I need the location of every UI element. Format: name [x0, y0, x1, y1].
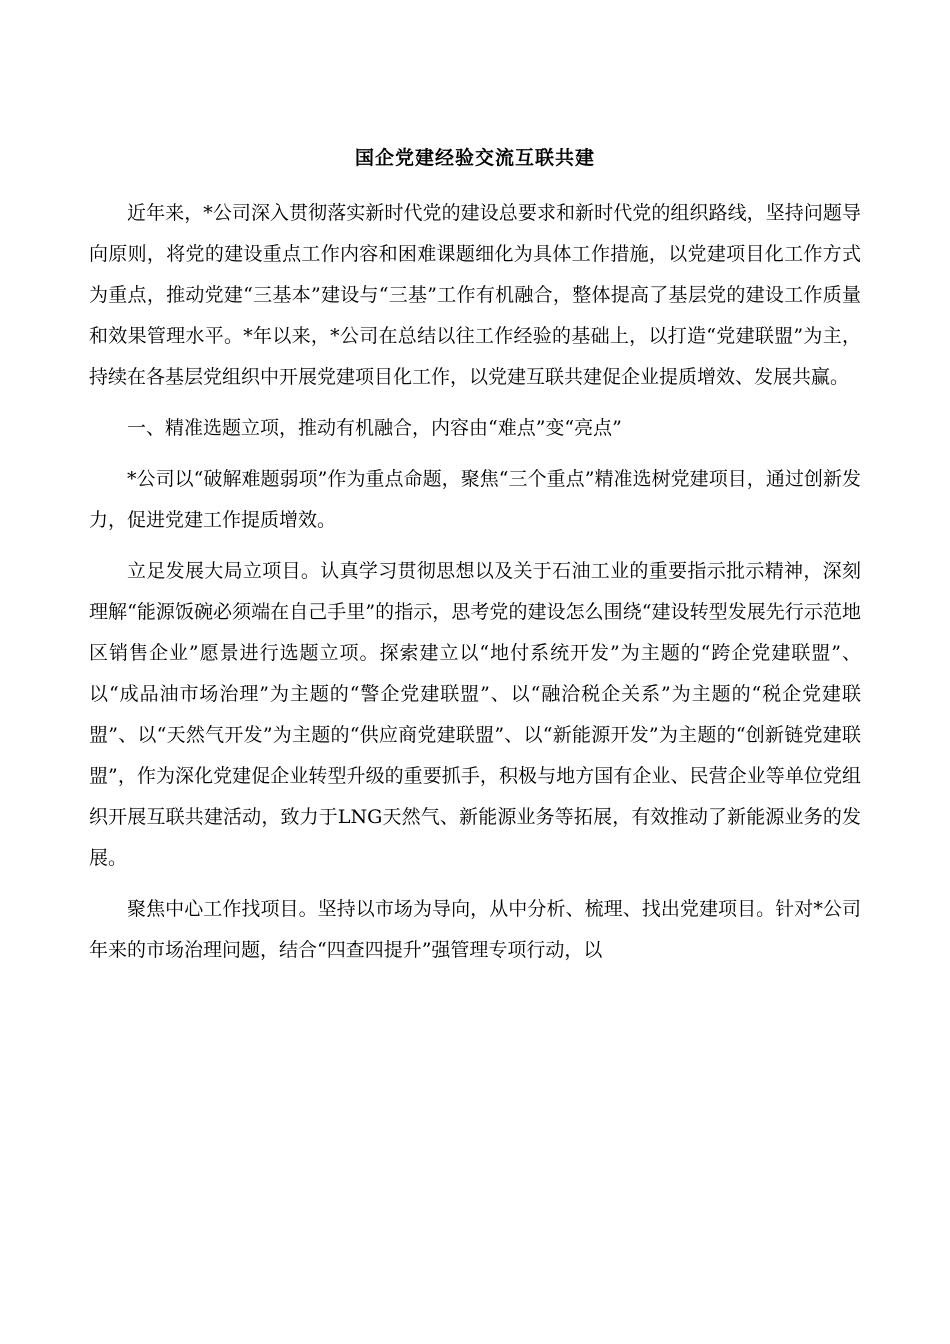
body-paragraph: 聚焦中心工作找项目。坚持以市场为导向，从中分析、梳理、找出党建项目。针对*公司年来的市场治理问题，结合“四查四提升”强管理专项行动，以 — [89, 898, 861, 961]
intro-paragraph: 近年来，*公司深入贯彻落实新时代党的建设总要求和新时代党的组织路线，坚持问题导向原则，将党的建设重点工作内容和困难课题细化为具体工作措施，以党建项目化工作方式为重点，推动党建“三基本”建设与“三基”工作有机融合，整体提高了基层党的建设工作质量和效果管理水平。*年以来，*公司在总结以往工作经验的基础上，以打造“党建联盟”为主，持续在各基层党组织中开展党建项目化工作，以党建互联共建促企业提质增效、发展共赢。 — [89, 202, 861, 388]
document-body — [89, 193, 861, 981]
body-paragraph: *公司以“破解难题弱项”作为重点命题，聚焦“三个重点”精准选树党建项目，通过创新发力，促进党建工作提质增效。 — [89, 468, 861, 531]
section-heading: 一、精准选题立项，推动有机融合，内容由“难点”变“亮点” — [127, 417, 622, 439]
document-title: 国企党建经验交流互联共建 — [354, 147, 595, 169]
body-paragraph: 立足发展大局立项目。认真学习贯彻思想以及关于石油工业的重要指示批示精神，深刻理解“能源饭碗必须端在自己手里”的指示，思考党的建设怎么围绕“建设转型发展先行示范地区销售企业”愿景进行选题立项。探索建立以“地付系统开发”为主题的“跨企党建联盟”、以“成品油市场治理”为主题的“警企党建联盟”、以“融洽税企关系”为主题的“税企党建联盟”、以“天然气开发”为主题的“供应商党建联盟”、以“新能源开发”为主题的“创新链党建联盟”，作为深化党建促企业转型升级的重要抓手，积极与地方国有企业、民营企业等单位党组织开展互联共建活动，致力于LNG天然气、新能源业务等拓展，有效推动了新能源业务的发展。 — [89, 560, 861, 869]
